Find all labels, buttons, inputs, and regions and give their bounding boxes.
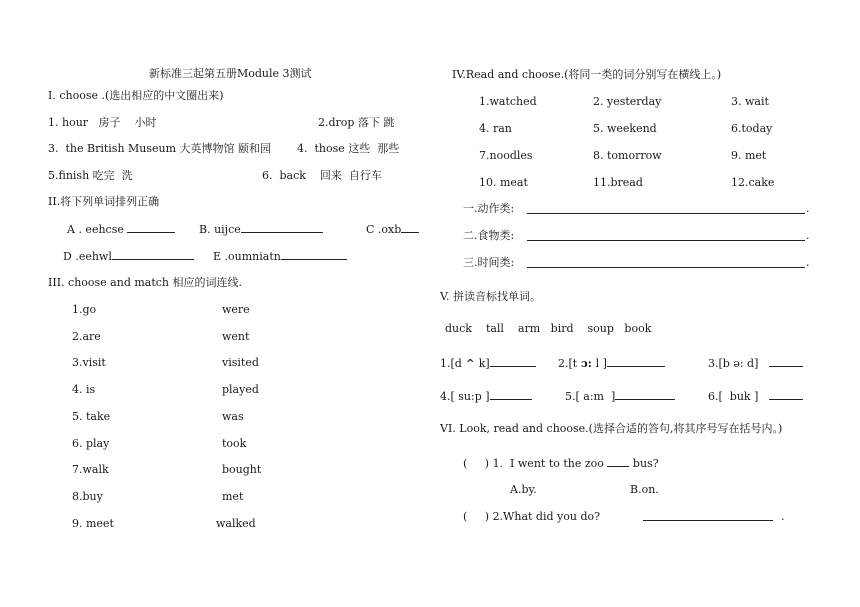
match-left-item[interactable]: 4. is [72,383,96,396]
answer-blank[interactable] [112,249,194,260]
phonetic-item-2: 2.[t ɔ: l ] [558,356,665,370]
phonetic-item-6: 6.[ buk ] [708,389,803,403]
line-end-period: . [806,202,810,215]
match-left-item[interactable]: 1.go [72,303,97,316]
line-end-period: . [806,256,810,269]
phonetic-item-5: 5.[ a:m ] [565,389,675,403]
word-bank: duck tall arm bird soup book [445,322,652,335]
section-4-heading: IV.Read and choose.(将同一类的词分别写在横线上。) [452,68,722,81]
s1-item-5: 5.finish 吃完 洗 [48,169,133,182]
match-left-item[interactable]: 7.walk [72,463,109,476]
word-item: 7.noodles [479,149,533,162]
line-end-period: . [781,510,785,523]
match-right-item[interactable]: bought [222,463,262,476]
word-item: 8. tomorrow [593,149,662,162]
match-left-item[interactable]: 3.visit [72,356,106,369]
match-left-item[interactable]: 8.buy [72,490,103,503]
s1-item-1: 1. hour 房子 小时 [48,116,157,129]
s2-item-e: E .oumniatn [213,249,347,263]
match-left-item[interactable]: 5. take [72,410,111,423]
answer-blank[interactable] [607,356,665,367]
section-2-heading: II.将下列单词排列正确 [48,195,160,208]
line-end-period: . [806,229,810,242]
s1-item-3: 3. the British Museum 大英博物馆 颐和园 [48,142,272,155]
match-left-item[interactable]: 6. play [72,437,110,450]
match-right-item[interactable]: were [222,303,250,316]
s1-item-6: 6. back 回来 自行车 [262,169,382,182]
word-item: 10. meat [479,176,528,189]
answer-line-time[interactable] [527,267,805,268]
match-left-item[interactable]: 9. meet [72,517,114,530]
answer-blank[interactable] [490,356,536,367]
answer-line-food[interactable] [527,240,805,241]
question-1: ( ) 1. I went to the zoo bus? [463,457,659,470]
word-item: 1.watched [479,95,537,108]
match-right-item[interactable]: took [222,437,247,450]
answer-blank[interactable] [615,389,675,400]
section-3-heading: III. choose and match 相应的词连线. [48,276,242,289]
match-right-item[interactable]: went [222,330,250,343]
section-6-heading: VI. Look, read and choose.(选择合适的答句,将其序号写在括号内。) [440,422,783,435]
answer-blank[interactable] [281,249,347,260]
match-right-item[interactable]: was [222,410,244,423]
answer-blank[interactable] [769,389,803,400]
section-5-heading: V. 拼读音标找单词。 [440,290,542,303]
word-item: 2. yesterday [593,95,662,108]
match-right-item[interactable]: visited [222,356,259,369]
word-item: 5. weekend [593,122,657,135]
question-2: ( ) 2.What did you do? [463,510,601,523]
answer-blank[interactable] [241,222,323,233]
category-label-time: 三.时间类: [463,256,515,269]
section-1-heading: I. choose .(选出相应的中文圈出来) [48,89,224,102]
answer-line-verbs[interactable] [527,213,805,214]
word-item: 4. ran [479,122,512,135]
match-right-item[interactable]: met [222,490,244,503]
s2-item-c: C .oxb [366,222,419,236]
s1-item-4: 4. those 这些 那些 [297,142,400,155]
answer-blank[interactable] [607,456,629,467]
word-item: 9. met [731,149,767,162]
s1-item-2: 2.drop 落下 跳 [318,116,395,129]
word-item: 6.today [731,122,773,135]
page-title: 新标准三起第五册Module 3测试 [149,67,312,80]
category-label-verbs: 一.动作类: [463,202,515,215]
match-left-item[interactable]: 2.are [72,330,101,343]
word-item: 3. wait [731,95,769,108]
s2-item-b: B. uijce [199,222,323,236]
phonetic-item-4: 4.[ su:p ] [440,389,532,403]
answer-blank[interactable] [401,222,419,233]
phonetic-item-3: 3.[b ə: d] [708,356,803,370]
category-label-food: 二.食物类: [463,229,515,242]
answer-blank[interactable] [127,222,175,233]
s2-item-d: D .eehwl [63,249,194,263]
match-right-item[interactable]: walked [216,517,256,530]
option-b[interactable]: B.on. [630,483,659,496]
answer-blank[interactable] [490,389,532,400]
s2-item-a: A . eehcse [67,222,175,236]
phonetic-item-1: 1.[d ^ k] [440,356,536,370]
answer-blank[interactable] [769,356,803,367]
word-item: 11.bread [593,176,643,189]
match-right-item[interactable]: played [222,383,259,396]
word-item: 12.cake [731,176,775,189]
answer-line-q2[interactable] [643,520,773,521]
option-a[interactable]: A.by. [510,483,537,496]
